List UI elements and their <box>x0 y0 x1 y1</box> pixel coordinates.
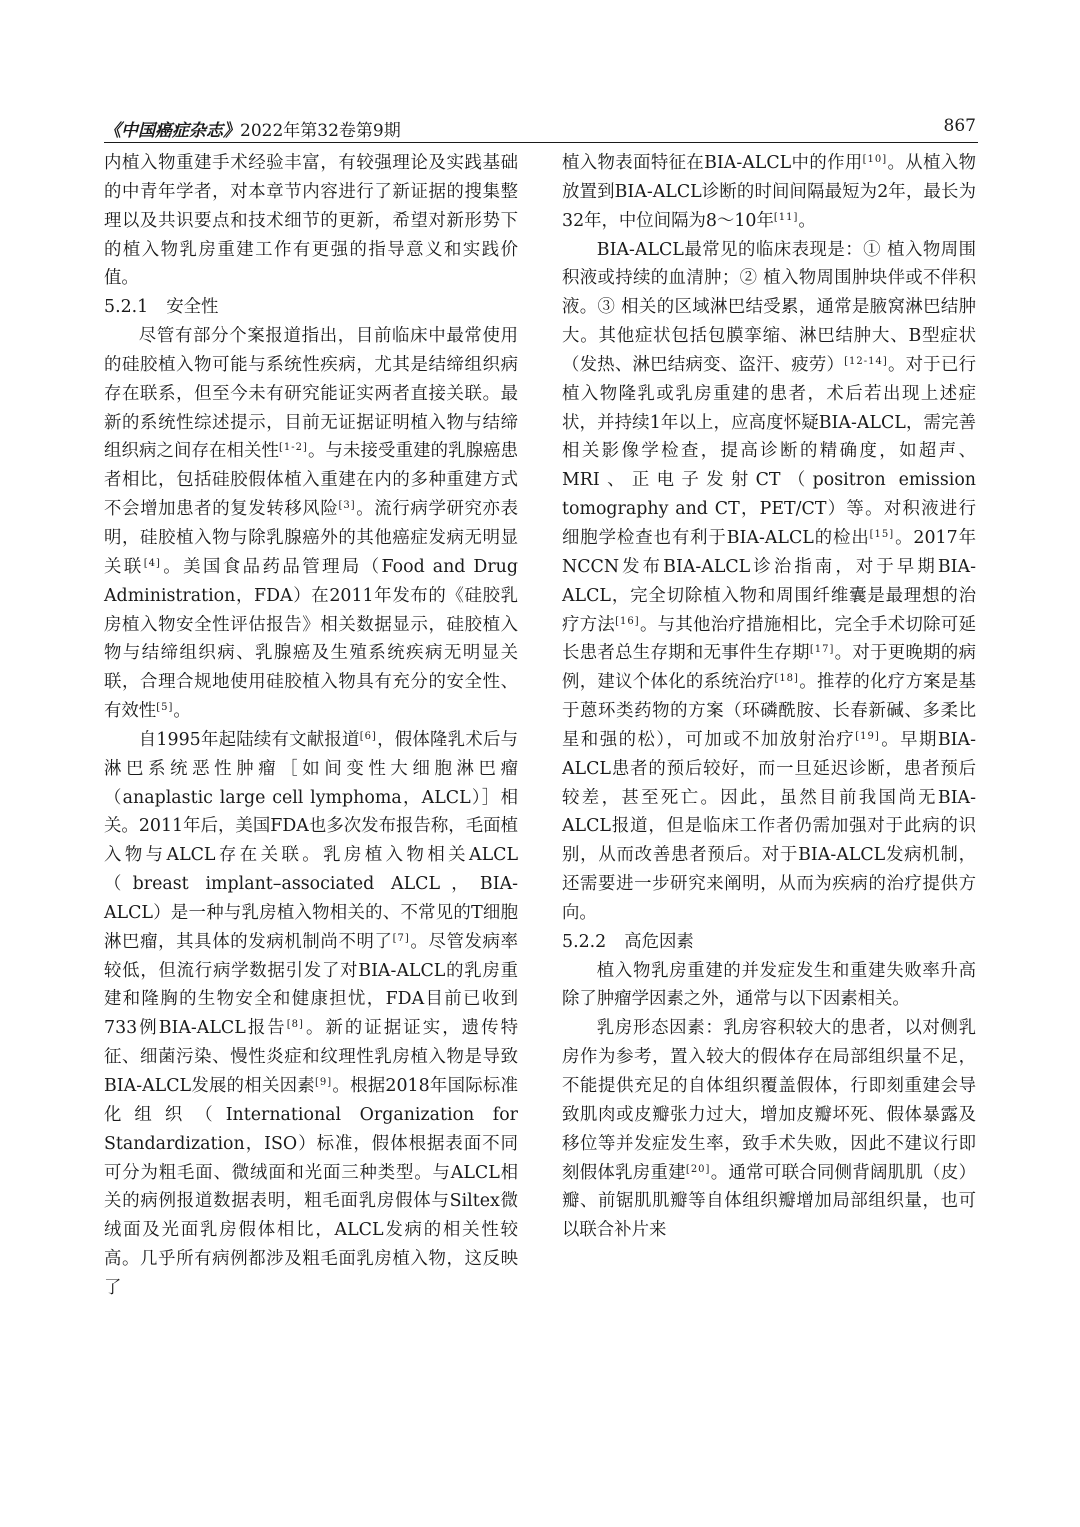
citation-ref: [19] <box>855 730 880 742</box>
paragraph <box>562 1014 976 1245</box>
citation-ref: [7] <box>392 932 410 944</box>
paragraph-text: 。 <box>173 701 191 722</box>
paragraph <box>104 322 518 726</box>
paragraph-text: 。流行病学研究亦表明，硅胶植入物与除乳腺癌外的其他癌症发病无明显关联 <box>104 499 518 577</box>
paragraph-text: 。推荐的化疗方案是基于蒽环类药物的方案（环磷酰胺、长春新碱、多柔比星和强的松），可加或不加放射治疗 <box>562 672 976 750</box>
citation-ref: [4] <box>143 557 161 569</box>
paragraph-text: BIA-ALCL最常见的临床表现是：① 植入物周围积液或持续的血清肿；② 植入物周围肿块伴或不伴积液。③ 相关的区域淋巴结受累，通常是腋窝淋巴结肿大。其他症状包括包膜挛缩、淋巴结肿大、B型症状（发热、淋巴结病变、盗汗、疲劳） <box>562 239 976 375</box>
journal-name: 《中国癌症杂志》 <box>104 121 240 141</box>
right-column <box>562 149 976 1245</box>
running-header <box>104 116 976 142</box>
paragraph-text: 植入物表面特征在BIA-ALCL中的作用 <box>562 153 863 173</box>
section-heading-5-2-2 <box>562 928 976 957</box>
paragraph <box>562 957 976 1015</box>
journal-citation <box>104 116 401 141</box>
paragraph-text: 。从植入物放置到BIA-ALCL诊断的时间间隔最短为2年，最长为32年，中位间隔为8～10年 <box>562 153 976 231</box>
paragraph-text: 内植入物重建手术经验丰富，有较强理论及实践基础的中青年学者，对本章节内容进行了新证据的搜集整理以及共识要点和技术细节的更新，希望对新形势下的植入物乳房重建工作有更强的指导意义和实践价值。 <box>104 153 518 289</box>
paragraph-text: ，假体隆乳术后与淋巴系统恶性肿瘤［如间变性大细胞淋巴瘤（anaplastic large cell lymphoma，ALCL）］相关。2011年后，美国FDA也多次发布报告称，毛面植入物与ALCL存在关联。乳房植入物相关ALCL（breast implant–associated ALCL，BIA-ALCL）是一种与乳房植入物相关的、不常见的T细胞淋巴瘤，其具体的发病机制尚不明了 <box>104 729 518 952</box>
paragraph <box>562 149 976 236</box>
page-number: 867 <box>943 116 976 136</box>
section-number: 5.2.1 <box>104 297 149 318</box>
paragraph-text: 。2017年NCCN发布BIA-ALCL诊治指南，对于早期BIA-ALCL，完全切除植入物和周围纤维囊是最理想的治疗方法 <box>562 527 976 635</box>
citation-ref: [15] <box>869 528 895 540</box>
paragraph-text: 。对于更晚期的病例，建议个体化的系统治疗 <box>562 643 976 693</box>
paragraph-text: 自1995年起陆续有文献报道 <box>138 729 360 750</box>
citation-ref: [9] <box>314 1077 333 1088</box>
paragraph-text: 。新的证据证实，遗传特征、细菌污染、慢性炎症和纹理性乳房植入物是导致BIA-ALCL发展的相关因素 <box>104 1018 518 1096</box>
paragraph-text: 。尽管发病率较低，但流行病学数据引发了对BIA-ALCL的乳房重建和隆胸的生物安全和健康担忧，FDA目前已收到733例BIA-ALCL报告 <box>104 931 518 1039</box>
citation-ref: [11] <box>773 211 799 223</box>
journal-issue: 2022年第32卷第9期 <box>240 121 401 141</box>
paragraph-text: 。对于已行植入物隆乳或乳房重建的患者，术后若出现上述症状，并持续1年以上，应高度怀疑BIA-ALCL，需完善相关影像学检查，提高诊断的精确度，如超声、MRI、正电子发射CT（positron emission tomography and CT，PET/CT）等。对积液进行细胞学检查也有利于BIA-ALCL的检出 <box>562 354 976 548</box>
citation-ref: [17] <box>809 644 835 656</box>
paragraph-text: 。 <box>798 210 816 231</box>
section-heading-5-2-1 <box>104 293 518 322</box>
citation-ref: [8] <box>286 1019 304 1031</box>
paragraph-text: 。通常可联合同侧背阔肌肌（皮）瓣、前锯肌肌瓣等自体组织瓣增加局部组织量，也可以联合补片来 <box>562 1162 976 1241</box>
paragraph <box>562 236 976 928</box>
section-title: 安全性 <box>166 297 219 318</box>
citation-ref: [18] <box>774 673 799 685</box>
paragraph <box>104 726 518 1303</box>
citation-ref: [10] <box>862 154 888 165</box>
header-rule <box>104 142 978 143</box>
citation-ref: [5] <box>156 702 174 714</box>
citation-ref: [3] <box>338 500 356 512</box>
section-number: 5.2.2 <box>562 931 607 952</box>
citation-ref: [16] <box>615 615 640 627</box>
citation-ref: [20] <box>685 1163 711 1175</box>
paragraph-text: 。与其他治疗措施相比，完全手术切除可延长患者总生存期和无事件生存期 <box>562 614 976 664</box>
paragraph-text: 乳房形态因素：乳房容积较大的患者，以对侧乳房作为参考，置入较大的假体存在局部组织量不足，不能提供充足的自体组织覆盖假体，行即刻重建会导致肌肉或皮瓣张力过大，增加皮瓣坏死、假体暴露及移位等并发症发生率，致手术失败，因此不建议行即刻假体乳房重建 <box>562 1018 976 1183</box>
paragraph-text: 植入物乳房重建的并发症发生和重建失败率升高除了肿瘤学因素之外，通常与以下因素相关。 <box>562 960 976 1010</box>
paragraph-text: 。早期BIA-ALCL患者的预后较好，而一旦延迟诊断，患者预后较差，甚至死亡。因此，虽然目前我国尚无BIA-ALCL报道，但是临床工作者仍需加强对于此病的识别，从而改善患者预后。对于BIA-ALCL发病机制，还需要进一步研究来阐明，从而为疾病的治疗提供方向。 <box>562 729 976 923</box>
section-title: 高危因素 <box>624 931 694 952</box>
paragraph <box>104 149 518 293</box>
citation-ref: [6] <box>359 730 377 742</box>
paragraph-text: 。与未接受重建的乳腺癌患者相比，包括硅胶假体植入重建在内的多种重建方式不会增加患者的复发转移风险 <box>104 441 518 520</box>
citation-ref: [1-2] <box>279 442 308 454</box>
paragraph-text: 。美国食品药品管理局（Food and Drug Administration，FDA）在2011年发布的《硅胶乳房植入物安全性评估报告》相关数据显示，硅胶植入物与结缔组织病、乳腺癌及生殖系统疾病无明显关联，合理合规地使用硅胶植入物具有充分的安全性、有效性 <box>104 556 518 722</box>
citation-ref: [12-14] <box>844 355 888 367</box>
paragraph-text: 。根据2018年国际标准化组织（International Organization for Standardization，ISO）标准，假体根据表面不同可分为粗毛面、微绒面和光面三种类型。与ALCL相关的病例报道数据表明，粗毛面乳房假体与Siltex微绒面及光面乳房假体相比，ALCL发病的相关性较高。几乎所有病例都涉及粗毛面乳房植入物，这反映了 <box>104 1076 518 1298</box>
paragraph-text: 尽管有部分个案报道指出，目前临床中最常使用的硅胶植入物可能与系统性疾病，尤其是结缔组织病存在联系，但至今未有研究能证实两者直接关联。最新的系统性综述提示，目前无证据证明植入物与结缔组织病之间存在相关性 <box>104 326 518 462</box>
left-column <box>104 149 518 1303</box>
